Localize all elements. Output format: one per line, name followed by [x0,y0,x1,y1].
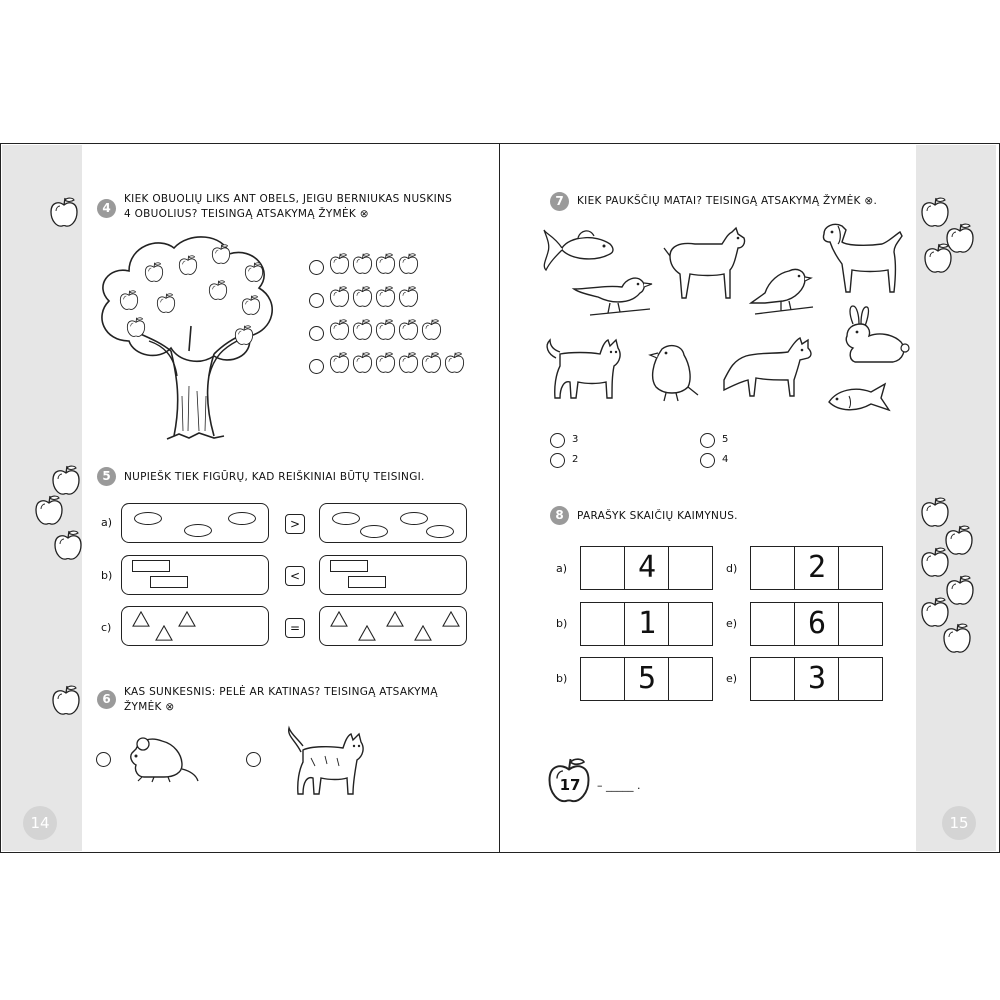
row-label-b: b) [556,617,568,630]
oval-shape [360,525,388,538]
apple-icon [352,351,373,374]
answer-option-circle[interactable] [246,752,261,767]
rabbit-illustration [835,304,910,369]
apple-icon [375,351,396,374]
triangle-shape [132,611,150,627]
rectangle-shape [132,560,170,572]
apple-icon [329,351,350,374]
triangle-shape [330,611,348,627]
neighbor-input-left[interactable] [750,546,795,590]
oval-shape [332,512,360,525]
figure-box-right[interactable] [319,503,467,543]
apple-icon [156,292,176,314]
row-label-b: b) [101,569,113,582]
fish-illustration [825,376,895,421]
triangle-shape [358,625,376,641]
neighbor-input-left[interactable] [580,602,625,646]
given-number: 3 [807,661,827,696]
goldfish-illustration [540,226,620,271]
neighbor-input-left[interactable] [750,602,795,646]
given-number: 5 [637,661,657,696]
given-number-cell [624,602,669,646]
neighbor-input-left[interactable] [580,546,625,590]
score-badge: 17 [559,776,581,794]
triangle-shape [155,625,173,641]
apple-icon [352,285,373,308]
apple-icon [398,351,419,374]
row-label-c: c) [101,621,112,634]
apple-icon [421,351,442,374]
page-number-right: 15 [942,806,976,840]
answer-option-label: 4 [722,454,729,465]
dog-illustration [818,220,908,300]
oval-shape [134,512,162,525]
task8-text: PARAŠYK SKAIČIŲ KAIMYNUS. [577,510,738,522]
page-number-left: 14 [23,806,57,840]
apple-icon [211,243,231,265]
workbook-spread [0,143,1000,853]
rectangle-shape [150,576,188,588]
answer-option-circle[interactable] [700,453,715,468]
task7-text: KIEK PAUKŠČIŲ MATAI? TEISINGĄ ATSAKYMĄ ŽYMĖK ⊗. [577,195,878,207]
left-page [0,143,500,853]
oval-shape [400,512,428,525]
neighbor-input-right[interactable] [668,546,713,590]
oval-shape [426,525,454,538]
row-label-e: e) [726,672,738,685]
answer-option-label: 2 [572,454,579,465]
task6-text-line1: KAS SUNKESNIS: PELĖ AR KATINAS? TEISINGĄ ATSAKYMĄ [124,686,438,698]
apple-icon [352,252,373,275]
apple-icon [329,252,350,275]
given-number-cell [794,657,839,701]
task4-text-line2: 4 OBUOLIUS? TEISINGĄ ATSAKYMĄ ŽYMĖK ⊗ [124,208,369,220]
given-number: 1 [637,606,657,641]
given-number: 2 [807,550,827,585]
apple-icon [51,464,81,496]
neighbor-input-right[interactable] [668,657,713,701]
answer-option-circle[interactable] [700,433,715,448]
apple-icon [51,684,81,716]
apple-icon [375,252,396,275]
answer-option-circle[interactable] [550,433,565,448]
neighbor-input-left[interactable] [580,657,625,701]
apple-icon [375,285,396,308]
apple-icon [421,318,442,341]
task-number-6: 6 [97,690,116,709]
apple-icon [352,318,373,341]
oval-shape [228,512,256,525]
comparison-sign: > [285,514,305,534]
comparison-sign: = [285,618,305,638]
comparison-sign: < [285,566,305,586]
apple-icon [244,261,264,283]
task-number-8: 8 [550,506,569,525]
apple-icon [119,289,139,311]
apple-icon [444,351,465,374]
triangle-shape [178,611,196,627]
apple-icon [375,318,396,341]
right-page [500,143,1000,853]
given-number-cell [794,546,839,590]
answer-option-circle[interactable] [309,260,324,275]
figure-box-left[interactable] [121,503,269,543]
apple-icon [241,294,261,316]
mouse-illustration [126,729,201,784]
neighbor-input-right[interactable] [838,602,883,646]
figure-box-right[interactable] [319,555,467,595]
sparrow-illustration [640,339,700,404]
triangle-shape [386,611,404,627]
neighbor-input-right[interactable] [668,602,713,646]
figure-box-left[interactable] [121,606,269,646]
answer-option-label: 3 [572,434,579,445]
row-label-b: b) [556,672,568,685]
apple-icon [144,261,164,283]
task4-text-line1: KIEK OBUOLIŲ LIKS ANT OBELS, JEIGU BERNIUKAS NUSKINS [124,193,453,205]
answer-option-circle[interactable] [550,453,565,468]
row-label-e: e) [726,617,738,630]
apple-icon [329,318,350,341]
row-label-a: a) [101,516,113,529]
given-number-cell [624,657,669,701]
given-number: 6 [807,606,827,641]
neighbor-input-right[interactable] [838,546,883,590]
apple-icon [234,324,254,346]
apple-icon [208,279,228,301]
triangle-shape [414,625,432,641]
cat-illustration [540,334,630,404]
answer-option-circle[interactable] [309,326,324,341]
apple-icon [398,252,419,275]
apple-icon [126,316,146,338]
task-number-5: 5 [97,467,116,486]
answer-option-circle[interactable] [309,293,324,308]
apple-icon [329,285,350,308]
score-blank[interactable]: – _____ . [597,779,641,792]
apple-icon [398,285,419,308]
goat-illustration [660,226,750,301]
apple-icon [942,622,972,654]
answer-option-label: 5 [722,434,729,445]
bird-illustration [570,269,655,319]
robin-illustration [745,259,815,319]
given-number-cell [794,602,839,646]
triangle-shape [442,611,460,627]
wolf-illustration [720,332,815,402]
neighbor-input-right[interactable] [838,657,883,701]
answer-option-circle[interactable] [96,752,111,767]
given-number-cell [624,546,669,590]
apple-icon [49,196,79,228]
task-number-7: 7 [550,192,569,211]
row-label-d: d) [726,562,738,575]
apple-icon [398,318,419,341]
task6-text-line2: ŽYMĖK ⊗ [124,701,175,713]
given-number: 4 [637,550,657,585]
oval-shape [184,524,212,537]
rectangle-shape [330,560,368,572]
figure-box-left[interactable] [121,555,269,595]
apple-icon [34,494,64,526]
apple-icon [53,529,83,561]
cat-illustration [281,722,371,802]
rectangle-shape [348,576,386,588]
row-label-a: a) [556,562,568,575]
task-number-4: 4 [97,199,116,218]
answer-option-circle[interactable] [309,359,324,374]
task5-text: NUPIEŠK TIEK FIGŪRŲ, KAD REIŠKINIAI BŪTŲ TEISINGI. [124,471,425,483]
apple-icon [178,254,198,276]
figure-box-right[interactable] [319,606,467,646]
neighbor-input-left[interactable] [750,657,795,701]
apple-icon [923,242,953,274]
